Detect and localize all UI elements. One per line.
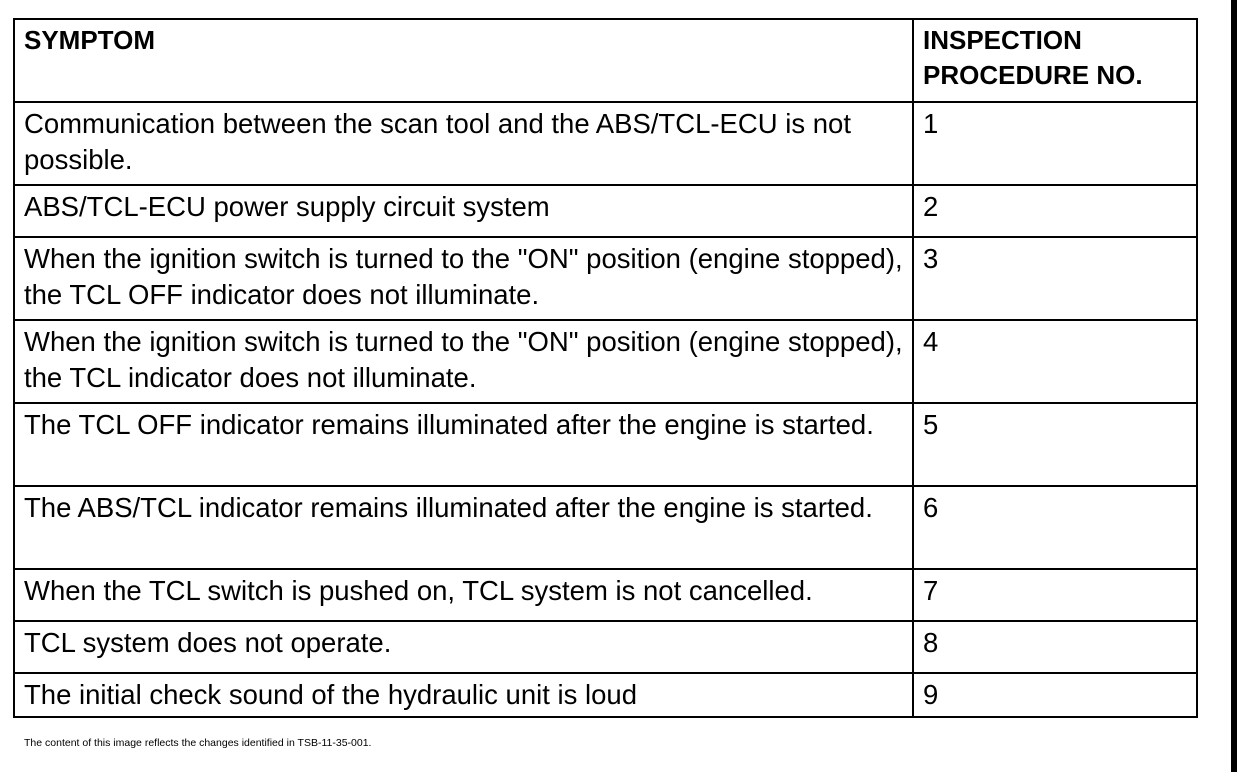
procedure-cell: 1 (913, 102, 1197, 185)
table-row (14, 102, 1197, 185)
procedure-cell: 4 (913, 320, 1197, 403)
symptom-cell: The ABS/TCL indicator remains illuminated after the engine is started. (14, 486, 913, 569)
symptom-table (13, 18, 1198, 718)
symptom-cell: When the ignition switch is turned to the "ON" position (engine stopped), the TCL indicator does not illuminate. (14, 320, 913, 403)
procedure-cell: 8 (913, 621, 1197, 673)
symptom-cell: The initial check sound of the hydraulic unit is loud (14, 673, 913, 717)
table-row (14, 237, 1197, 320)
header-inspection-procedure (913, 19, 1197, 102)
symptom-cell: The TCL OFF indicator remains illuminated after the engine is started. (14, 403, 913, 486)
symptom-cell: TCL system does not operate. (14, 621, 913, 673)
symptom-cell: ABS/TCL-ECU power supply circuit system (14, 185, 913, 237)
table-row (14, 185, 1197, 237)
procedure-cell: 3 (913, 237, 1197, 320)
table-row (14, 621, 1197, 673)
procedure-cell: 2 (913, 185, 1197, 237)
header-symptom: SYMPTOM (14, 19, 913, 102)
symptom-cell: Communication between the scan tool and the ABS/TCL-ECU is not possible. (14, 102, 913, 185)
table-row (14, 569, 1197, 621)
symptom-cell: When the TCL switch is pushed on, TCL system is not cancelled. (14, 569, 913, 621)
procedure-cell: 5 (913, 403, 1197, 486)
footnote: The content of this image reflects the changes identified in TSB-11-35-001. (24, 737, 372, 749)
table-row (14, 403, 1197, 486)
symptom-cell: When the ignition switch is turned to the "ON" position (engine stopped), the TCL OFF indicator does not illuminate. (14, 237, 913, 320)
page-edge-rule (1231, 0, 1237, 772)
header-procedure-line2: PROCEDURE NO. (923, 60, 1143, 90)
table-row (14, 673, 1197, 717)
procedure-cell: 7 (913, 569, 1197, 621)
procedure-cell: 9 (913, 673, 1197, 717)
table-row (14, 320, 1197, 403)
header-procedure-line1: INSPECTION (923, 25, 1082, 55)
table-header-row (14, 19, 1197, 102)
procedure-cell: 6 (913, 486, 1197, 569)
table-row (14, 486, 1197, 569)
